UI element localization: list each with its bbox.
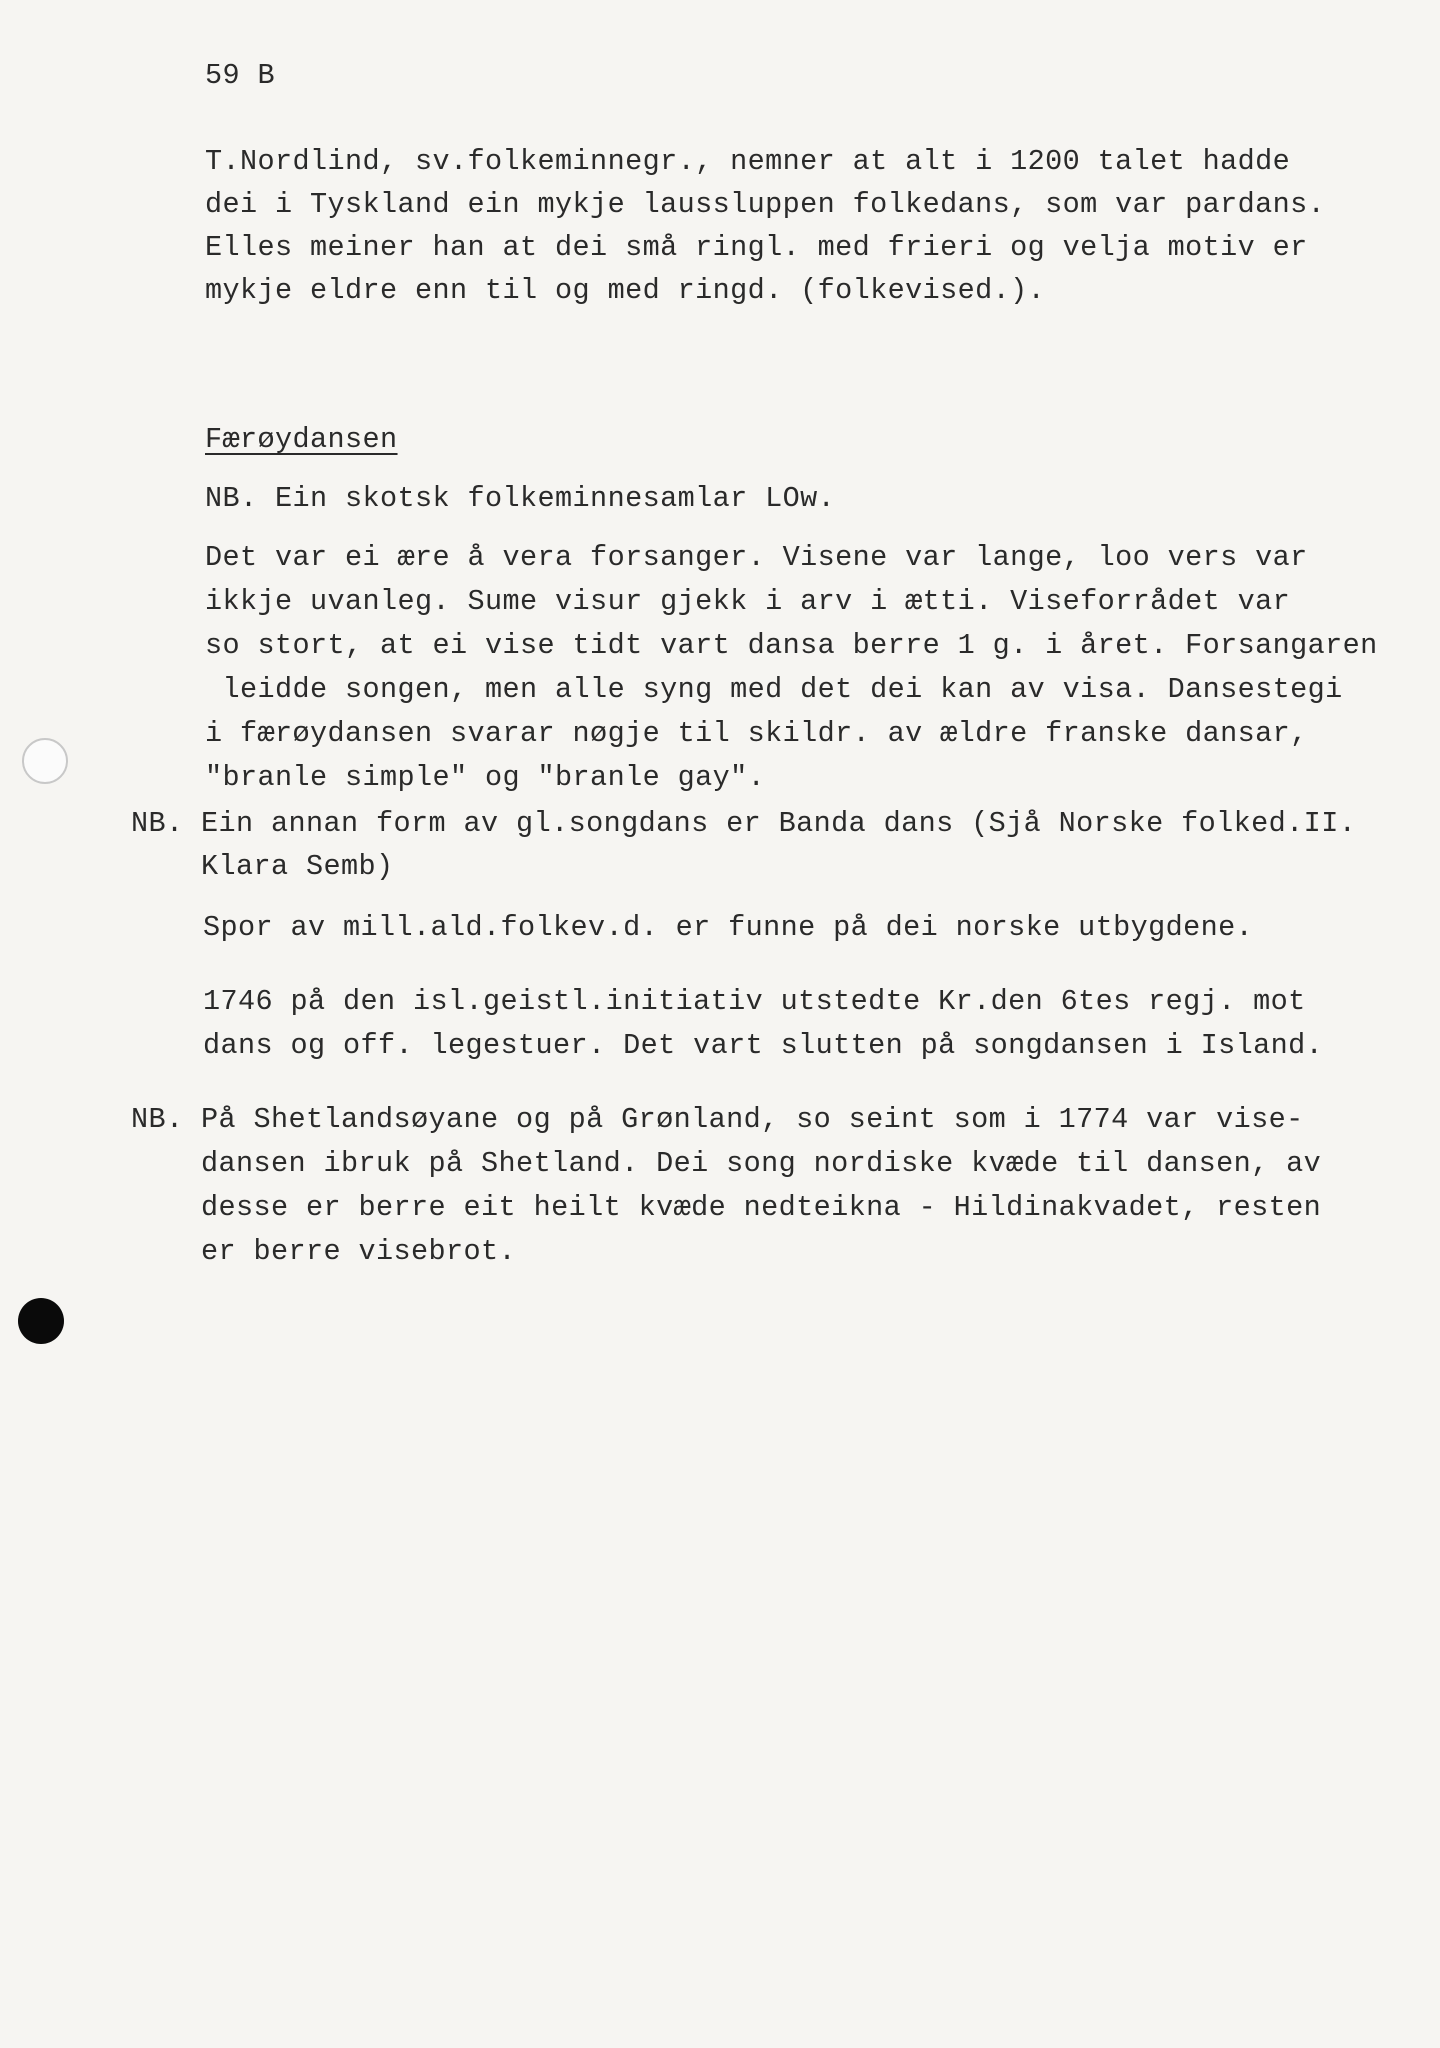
punch-hole-outline xyxy=(22,738,68,784)
paragraph2-line-2: ikkje uvanleg. Sume visur gjekk i arv i ætti. Viseforrådet var xyxy=(205,585,1291,618)
nb-shetland-line-3: desse er berre eit heilt kvæde nedteikna - Hildinakvadet, resten xyxy=(131,1191,1322,1224)
nb-banda-line-2: Klara Semb) xyxy=(131,850,394,883)
spor-line: Spor av mill.ald.folkev.d. er funne på dei norske utbygdene. xyxy=(203,911,1254,944)
paragraph1-line-4: mykje eldre enn til og med ringd. (folkevised.). xyxy=(205,274,1046,307)
paragraph1-line-3: Elles meiner han at dei små ringl. med frieri og velja motiv er xyxy=(205,231,1308,264)
nb-shetland-line-1: NB. På Shetlandsøyane og på Grønland, so seint som i 1774 var vise- xyxy=(131,1103,1304,1136)
paragraph1-line-1: T.Nordlind, sv.folkeminnegr., nemner at alt i 1200 talet hadde xyxy=(205,145,1291,178)
paragraph3-line-2: dans og off. legestuer. Det vart slutten på songdansen i Island. xyxy=(203,1029,1324,1062)
paragraph2-line-1: Det var ei ære å vera forsanger. Visene var lange, loo vers var xyxy=(205,541,1308,574)
paragraph2-line-6: "branle simple" og "branle gay". xyxy=(205,761,766,794)
nb-banda-line-1: NB. Ein annan form av gl.songdans er Banda dans (Sjå Norske folked.II. xyxy=(131,807,1357,840)
nb-shetland-line-4: er berre visebrot. xyxy=(131,1235,517,1268)
page-number: 59 B xyxy=(205,59,276,92)
paragraph2-line-5: i færøydansen svarar nøgje til skildr. av ældre franske dansar, xyxy=(205,717,1308,750)
paragraph2-line-3: so stort, at ei vise tidt vart dansa berre 1 g. i året. Forsangaren xyxy=(205,629,1378,662)
paragraph2-line-4: leidde songen, men alle syng med det dei kan av visa. Dansestegi xyxy=(205,673,1343,706)
paragraph3-line-1: 1746 på den isl.geistl.initiativ utstedte Kr.den 6tes regj. mot xyxy=(203,985,1306,1018)
nb-low-note: NB. Ein skotsk folkeminnesamlar LOw. xyxy=(205,482,836,515)
punch-hole-filled xyxy=(18,1298,64,1344)
nb-shetland-line-2: dansen ibruk på Shetland. Dei song nordiske kvæde til dansen, av xyxy=(131,1147,1322,1180)
paragraph1-line-2: dei i Tyskland ein mykje laussluppen folkedans, som var pardans. xyxy=(205,188,1326,221)
section-heading: Færøydansen xyxy=(205,423,398,456)
